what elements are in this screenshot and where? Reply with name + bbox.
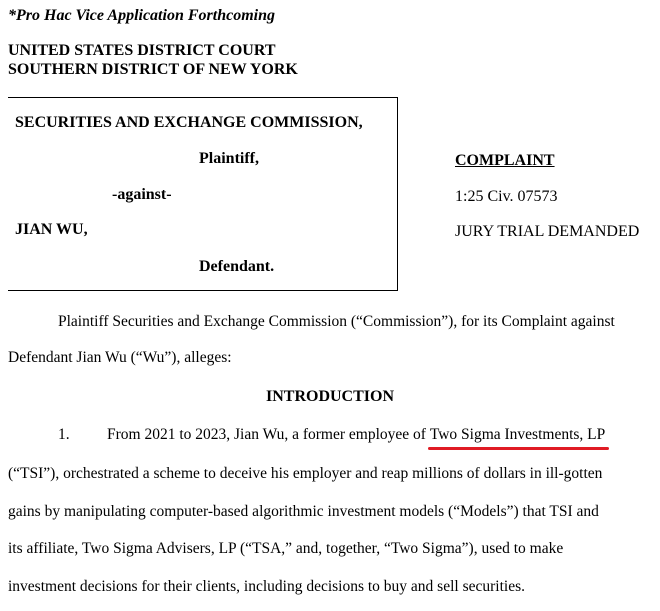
paragraph-1-line-4: its affiliate, Two Sigma Advisers, LP (“TSA,” and, together, “Two Sigma”), used to make — [8, 540, 564, 557]
preamble-line-1: Plaintiff Securities and Exchange Commission (“Commission”), for its Complaint against — [58, 313, 615, 330]
jury-demand: JURY TRIAL DEMANDED — [455, 223, 640, 240]
plaintiff-name: SECURITIES AND EXCHANGE COMMISSION, — [15, 114, 363, 131]
defendant-role: Defendant. — [199, 258, 275, 275]
paragraph-1-line-3: gains by manipulating computer-based algorithmic investment models (“Models”) that TSI and — [8, 503, 599, 520]
court-name-line-2: SOUTHERN DISTRICT OF NEW YORK — [8, 61, 298, 78]
complaint-title: COMPLAINT — [455, 152, 555, 169]
plaintiff-role: Plaintiff, — [199, 150, 259, 167]
section-heading-introduction: INTRODUCTION — [265, 388, 394, 405]
paragraph-number: 1. — [58, 426, 70, 443]
paragraph-1-line-1-text: From 2021 to 2023, Jian Wu, a former employee of — [107, 426, 430, 443]
court-name-line-1: UNITED STATES DISTRICT COURT — [8, 42, 276, 59]
red-highlight-underline — [428, 447, 609, 450]
defendant-name: JIAN WU, — [15, 221, 88, 238]
paragraph-1-line-2: (“TSI”), orchestrated a scheme to deceive his employer and reap millions of dollars in ill-gotten — [8, 465, 603, 482]
paragraph-1-line-1 — [107, 426, 605, 444]
pro-hac-vice-note: *Pro Hac Vice Application Forthcoming — [8, 7, 275, 24]
paragraph-1-line-5: investment decisions for their clients, including decisions to buy and sell securities. — [8, 578, 525, 595]
highlighted-entity-text: Two Sigma Investments, LP — [429, 426, 606, 443]
against-label: -against- — [112, 186, 172, 203]
case-number: 1:25 Civ. 07573 — [455, 188, 558, 205]
preamble-line-2: Defendant Jian Wu (“Wu”), alleges: — [8, 349, 232, 366]
highlighted-entity-name — [430, 426, 605, 444]
